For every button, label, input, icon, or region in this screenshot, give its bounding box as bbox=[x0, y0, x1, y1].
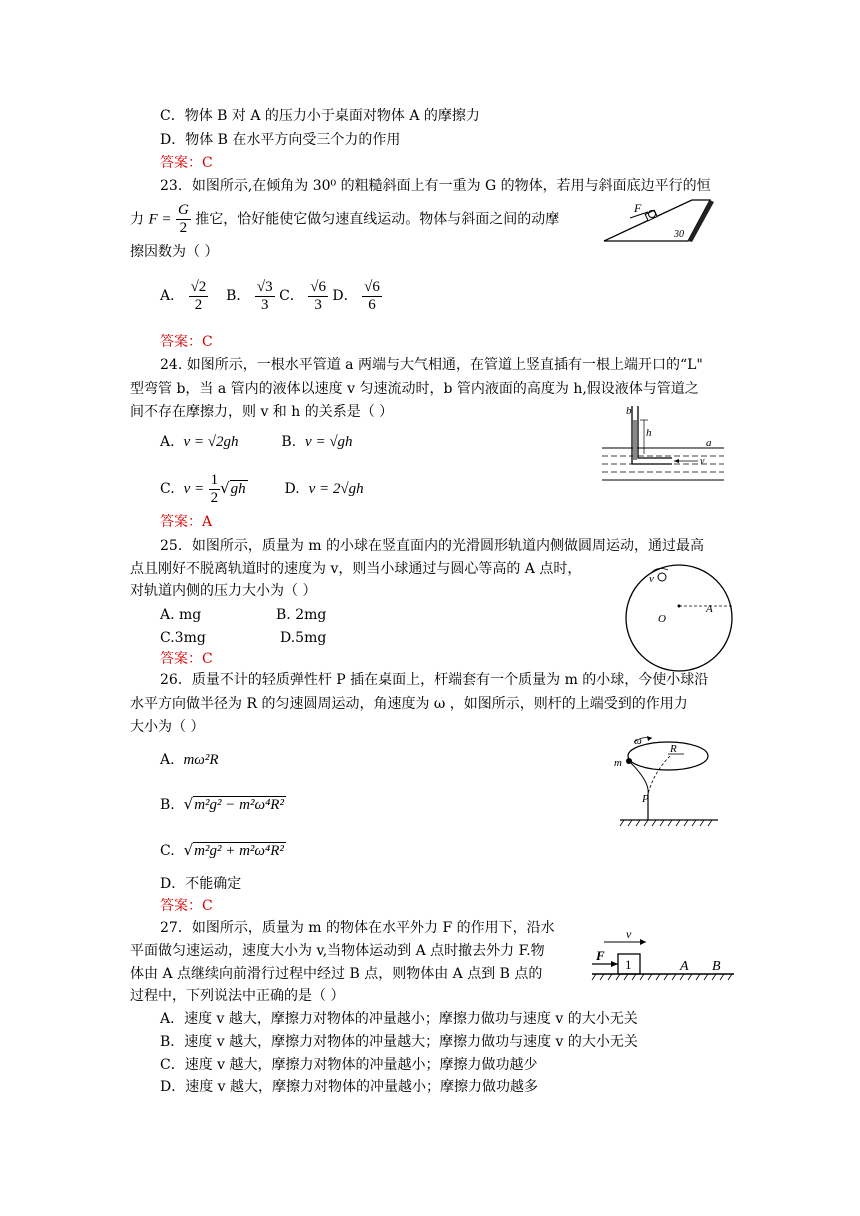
q23-fig-force-label: F bbox=[634, 201, 642, 215]
q23-stem-line2 bbox=[130, 202, 559, 237]
q25-option-c: C.3mg bbox=[160, 630, 206, 646]
q23-option-d-den: 6 bbox=[368, 296, 376, 313]
q25-circle-figure bbox=[622, 560, 738, 676]
q27-fig-f-label: F bbox=[596, 948, 605, 963]
q26-option-a-row bbox=[160, 750, 219, 770]
q24-fig-v-label: v bbox=[700, 456, 705, 467]
q26-option-c: m²g² + m²ω⁴R² bbox=[194, 843, 284, 859]
q23-stem-line3: 擦因数为（ ） bbox=[130, 244, 219, 260]
q27-stem-line3: 体由 A 点继续向前滑行过程中经过 B 点，则物体由 A 点到 B 点的 bbox=[130, 966, 543, 982]
q26-option-b-label: B. bbox=[160, 797, 175, 813]
q24-option-d-label: D. bbox=[284, 481, 300, 497]
q23-option-d-frac bbox=[362, 279, 382, 314]
q24-answer: 答案：A bbox=[160, 514, 213, 530]
q24-stem-line2: 型弯管 b，当 a 管内的液体以速度 v 匀速流动时，b 管内液面的高度为 h,假设液体与管道之 bbox=[130, 381, 699, 397]
q26-fig-p-label: P bbox=[642, 793, 649, 805]
q26-stem-line2: 水平方向做半径为 R 的匀速圆周运动，角速度为 ω ，如图所示，则杆的上端受到的作用力 bbox=[130, 696, 688, 712]
q26-fig-r-label: R bbox=[670, 743, 677, 755]
q26-option-b-row: B. √m²g² − m²ω⁴R² bbox=[160, 795, 284, 813]
q24-option-c-num: 1 bbox=[210, 471, 219, 488]
q27-option-c: C．速度 v 越大，摩擦力对物体的冲量越小；摩擦力做功越少 bbox=[160, 1057, 538, 1073]
q25-fig-o-label: O bbox=[658, 613, 666, 625]
q23-stem-prefix: 力 bbox=[130, 211, 144, 228]
q24-option-c-lhs: v = bbox=[183, 481, 205, 497]
q24-option-b: v = √gh bbox=[305, 434, 353, 450]
q23-option-b-num: √3 bbox=[256, 278, 273, 295]
q26-option-a-label: A. bbox=[160, 752, 175, 768]
q26-stem-line1: 26．质量不计的轻质弹性杆 P 插在桌面上，杆端套有一个质量为 m 的小球，今使小球沿 bbox=[160, 672, 709, 688]
q27-fig-block-label: 1 bbox=[625, 957, 632, 972]
q26-option-c-label: C. bbox=[160, 843, 175, 859]
q26-option-b: m²g² − m²ω⁴R² bbox=[194, 797, 284, 813]
q27-fig-a-label: A bbox=[680, 959, 689, 974]
q23-formula-lhs: F = bbox=[148, 211, 172, 228]
q22-answer: 答案：C bbox=[160, 155, 213, 171]
q23-stem-line1: 23．如图所示,在倾角为 30⁰ 的粗糙斜面上有一重为 G 的物体，若用与斜面底边平行的恒 bbox=[160, 178, 711, 194]
q24-option-c-label: C. bbox=[160, 481, 175, 497]
q24-option-c-frac bbox=[209, 472, 221, 507]
q23-option-a-label: A． bbox=[160, 288, 185, 304]
q25-fig-v-label: v bbox=[649, 573, 654, 585]
q25-fig-a-label: A bbox=[706, 603, 713, 615]
q26-stem-line3: 大小为（ ） bbox=[130, 719, 205, 735]
q25-stem-line3: 对轨道内侧的压力大小为（ ） bbox=[130, 583, 317, 599]
q26-option-d: D．不能确定 bbox=[160, 876, 242, 892]
q25-stem-line2: 点且刚好不脱离轨道时的速度为 v，则当小球通过与圆心等高的 A 点时， bbox=[130, 561, 582, 577]
q22-option-c: C．物体 B 对 A 的压力小于桌面对物体 A 的摩擦力 bbox=[160, 108, 480, 124]
q23-formula-frac bbox=[176, 202, 191, 237]
q26-option-a: mω²R bbox=[183, 752, 219, 768]
q24-pipe-figure bbox=[602, 402, 724, 484]
q27-option-a: A．速度 v 越大，摩擦力对物体的冲量越小；摩擦力做功与速度 v 的大小无关 bbox=[160, 1011, 638, 1027]
q23-option-a-frac bbox=[189, 279, 209, 314]
q27-stem-line1: 27．如图所示，质量为 m 的物体在水平外力 F 的作用下，沿水 bbox=[160, 920, 555, 936]
q25-option-b: B. 2mg bbox=[276, 607, 327, 623]
q26-fig-omega-label: ω bbox=[634, 735, 642, 747]
q23-incline-figure bbox=[600, 196, 720, 246]
q26-answer: 答案：C bbox=[160, 898, 213, 914]
q24-stem-line3: 间不存在摩擦力，则 v 和 h 的关系是（ ） bbox=[130, 404, 394, 420]
q25-stem-line1: 25．如图所示，质量为 m 的小球在竖直面内的光滑圆形轨道内侧做圆周运动，通过最高 bbox=[160, 538, 704, 554]
q26-rod-figure bbox=[610, 732, 726, 828]
q22-option-d: D．物体 B 在水平方向受三个力的作用 bbox=[160, 132, 401, 148]
q24-options-cd: C. v = $\frac{1}{2}$ √gh D. v = 2√gh bbox=[160, 471, 364, 506]
q23-option-d-num: √6 bbox=[364, 278, 380, 295]
q27-stem-line4: 过程中，下列说法中正确的是（ ） bbox=[130, 988, 345, 1004]
q24-options-ab bbox=[160, 432, 353, 452]
q26-option-c-row: C. √m²g² + m²ω⁴R² bbox=[160, 841, 284, 859]
q24-option-b-label: B. bbox=[281, 434, 297, 450]
q23-option-b-frac bbox=[255, 279, 275, 314]
q24-option-d: v = 2√gh bbox=[308, 481, 364, 497]
q25-option-d: D.5mg bbox=[280, 630, 327, 646]
q25-answer: 答案：C bbox=[160, 651, 213, 667]
q23-option-b-den: 3 bbox=[260, 296, 269, 313]
q24-option-a-label: A. bbox=[160, 434, 175, 450]
q27-fig-v-label: v bbox=[626, 927, 632, 941]
q23-option-b-label: B． bbox=[226, 288, 251, 304]
q23-option-a-num: √2 bbox=[190, 278, 207, 295]
q23-fig-angle-label: 30 bbox=[674, 229, 684, 240]
q24-option-c-den: 2 bbox=[210, 489, 219, 506]
q23-frac-num: G bbox=[177, 202, 189, 218]
q24-option-c-radicand: gh bbox=[230, 481, 246, 497]
q27-option-b: B．速度 v 越大，摩擦力对物体的冲量越大；摩擦力做功与速度 v 的大小无关 bbox=[160, 1034, 638, 1050]
q23-option-c-num: √6 bbox=[310, 278, 326, 295]
q23-option-c-den: 3 bbox=[314, 296, 322, 313]
q27-block-figure bbox=[590, 922, 736, 984]
q24-fig-a-label: a bbox=[706, 437, 712, 449]
q26-fig-m-label: m bbox=[614, 757, 622, 769]
q24-fig-b-label: b bbox=[626, 405, 632, 417]
q23-option-c-frac bbox=[308, 279, 328, 314]
q23-option-a-den: 2 bbox=[194, 296, 203, 313]
q23-answer: 答案：C bbox=[160, 334, 213, 350]
q23-option-d-label: D． bbox=[332, 288, 358, 304]
q23-options bbox=[160, 276, 382, 316]
q24-stem-line1: 24. 如图所示，一根水平管道 a 两端与大气相通，在管道上竖直插有一根上端开口的“L" bbox=[160, 357, 703, 373]
q25-option-a: A. mg bbox=[160, 607, 202, 623]
q27-fig-b-label: B bbox=[712, 959, 721, 974]
q23-stem-suffix: 推它，恰好能使它做匀速直线运动。物体与斜面之间的动摩 bbox=[195, 211, 560, 228]
q23-frac-den: 2 bbox=[179, 220, 188, 236]
q23-option-c-label: C． bbox=[279, 288, 304, 304]
q24-fig-h-label: h bbox=[646, 427, 652, 439]
q27-option-d: D．速度 v 越大，摩擦力对物体的冲量越小；摩擦力做功越多 bbox=[160, 1079, 539, 1095]
q24-option-a: v = √2gh bbox=[183, 434, 239, 450]
q27-stem-line2: 平面做匀速运动，速度大小为 v,当物体运动到 A 点时撤去外力 F.物 bbox=[130, 943, 545, 959]
